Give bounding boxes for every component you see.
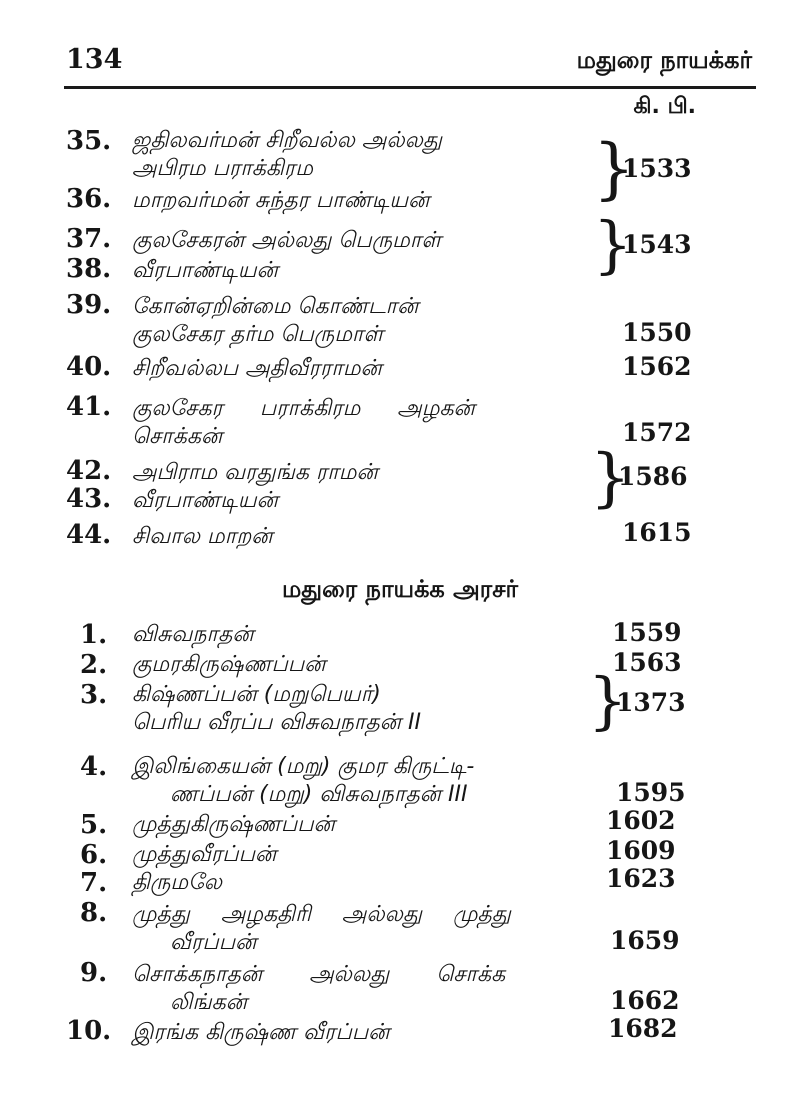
entry-year: 1595 xyxy=(616,778,686,807)
group-year: 1543 xyxy=(622,230,692,259)
entry-year: 1563 xyxy=(612,648,682,677)
entry-name: மாறவர்மன் சுந்தர பாண்டியன் xyxy=(132,188,430,213)
entry-name: அபிராம வரதுங்க ராமன் xyxy=(132,460,378,485)
entry-name: அபிரம பராக்கிரம xyxy=(132,156,313,181)
entry-number: 10. xyxy=(66,1016,112,1046)
entry-name: விசுவநாதன் xyxy=(132,622,254,647)
entry-number: 1. xyxy=(80,620,108,650)
entry-number: 5. xyxy=(80,810,108,840)
entry-name: பெரிய வீரப்ப விசுவநாதன் II xyxy=(132,710,422,735)
entry-name: வீரப்பன் xyxy=(170,930,257,955)
entry-number: 7. xyxy=(80,868,108,898)
entry-number: 4. xyxy=(80,752,108,782)
entry-number: 2. xyxy=(80,650,108,680)
entry-name: குலசேகர பராக்கிரம அழகன் xyxy=(132,396,475,421)
entry-number: 42. xyxy=(66,456,112,486)
entry-number: 8. xyxy=(80,898,108,928)
entry-name: முத்துகிருஷ்ணப்பன் xyxy=(132,812,335,837)
entry-year: 1615 xyxy=(622,518,692,547)
entry-year: 1662 xyxy=(610,986,680,1015)
entry-name: குமரகிருஷ்ணப்பன் xyxy=(132,652,326,677)
header-rule xyxy=(64,86,756,89)
entry-name: முத்துவீரப்பன் xyxy=(132,842,277,867)
entry-number: 44. xyxy=(66,520,112,550)
entry-number: 38. xyxy=(66,254,112,284)
entry-year: 1559 xyxy=(612,618,682,647)
entry-year: 1609 xyxy=(606,836,676,865)
entry-year: 1682 xyxy=(608,1014,678,1043)
group-brace: } xyxy=(593,208,633,281)
entry-number: 41. xyxy=(66,392,112,422)
group-brace: } xyxy=(590,441,631,515)
group-brace: } xyxy=(588,664,628,737)
entry-name: குலசேகரன் அல்லது பெருமாள் xyxy=(132,228,442,253)
entry-name: லிங்கன் xyxy=(170,990,248,1015)
entry-year: 1572 xyxy=(622,418,692,447)
group-year: 1586 xyxy=(618,462,688,491)
entry-name: சிறீவல்லப அதிவீரராமன் xyxy=(132,356,382,381)
entry-name: குலசேகர தர்ம பெருமாள் xyxy=(132,322,384,347)
entry-name: முத்து அழகதிரி அல்லது முத்து xyxy=(132,902,511,927)
entry-name: ஜதிலவர்மன் சிறீவல்ல அல்லது xyxy=(132,128,442,153)
entry-name: ணப்பன் (மறு) விசுவநாதன் III xyxy=(170,782,468,807)
entry-number: 40. xyxy=(66,352,112,382)
entry-number: 37. xyxy=(66,224,112,254)
group-brace: } xyxy=(593,130,635,207)
entry-name: வீரபாண்டியன் xyxy=(132,488,278,513)
entry-year: 1562 xyxy=(622,352,692,381)
entry-name: கோன்ஏறின்மை கொண்டான் xyxy=(132,294,419,319)
entry-number: 39. xyxy=(66,290,112,320)
entry-number: 36. xyxy=(66,184,112,214)
entry-year: 1623 xyxy=(606,864,676,893)
entry-number: 6. xyxy=(80,840,108,870)
entry-name: சிவால மாறன் xyxy=(132,524,273,549)
entry-name: சொக்கன் xyxy=(132,424,223,449)
entry-name: திருமலே xyxy=(132,870,222,895)
running-title: மதுரை நாயக்கர் xyxy=(576,46,752,74)
entry-number: 43. xyxy=(66,484,112,514)
page-number: 134 xyxy=(66,44,123,75)
entry-number: 9. xyxy=(80,958,108,988)
entry-year: 1550 xyxy=(622,318,692,347)
entry-number: 3. xyxy=(80,680,108,710)
entry-year: 1602 xyxy=(606,806,676,835)
entry-name: சொக்கநாதன் அல்லது சொக்க xyxy=(132,962,506,987)
entry-name: வீரபாண்டியன் xyxy=(132,258,278,283)
group-year: 1533 xyxy=(622,154,692,183)
era-label: கி. பி. xyxy=(633,94,696,119)
entry-name: இரங்க கிருஷ்ண வீரப்பன் xyxy=(132,1020,390,1045)
entry-name: இலிங்கையன் (மறு) குமர கிருட்டி- xyxy=(132,754,475,779)
entry-year: 1659 xyxy=(610,926,680,955)
section-heading: மதுரை நாயக்க அரசர் xyxy=(281,575,519,603)
entry-number: 35. xyxy=(66,126,112,156)
entry-name: கிஷ்ணப்பன் (மறுபெயர்) xyxy=(132,682,381,707)
entry-year: 1373 xyxy=(616,688,686,717)
